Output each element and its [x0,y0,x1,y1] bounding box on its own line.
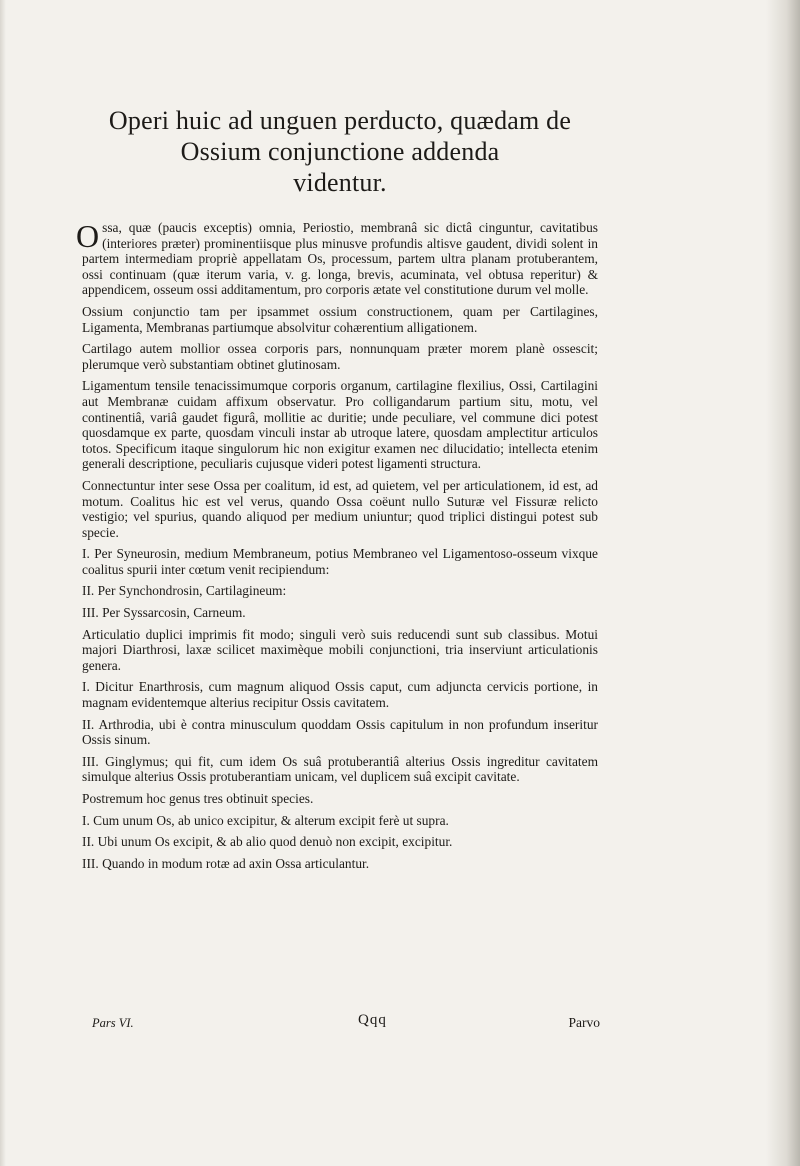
title-line-3: videntur. [293,168,387,197]
signature-mark: Qqq [358,1012,387,1028]
page-footer [92,1012,600,1036]
paragraph-5: Connectuntur inter sese Ossa per coalitum, id est, ad quietem, vel per articulationem, id est, ad motum. Coalitus hic est vel verus, quando Ossa coëunt nullo Suturæ vel Fissuræ relicto vestigio; vel spurius, quando aliquod per medium uniuntur; quod triplici distingui potest sub specie. [82,477,598,540]
catchword: Parvo [568,1015,600,1030]
drop-capital: O [76,218,100,254]
paragraph-4: Ligamentum tensile tenacissimumque corporis organum, cartilagine flexilius, Ossi, Cartilagini aut Membranæ cuidam affixum observatur. Pro colligandarum partium situ, motu, vel continentiâ, variâ gaudet figurâ, mollitie ac duritie; unde peculiare, vel commune dici potest quosdamque ex parte, quosdam vinculi instar ab utroque latere, quosdam amplectitur articulos totos. Specificum itaque singulorum hic non exigitur examen nec dilucidatio; intellecta etenim generali descriptione, peculiaris cujusque videri potest ligamenti structura. [82,378,598,472]
page-title [82,105,598,198]
paragraph-11: II. Arthrodia, ubi è contra minusculum quoddam Ossis capitulum in non profundum inseritur Ossis sinum. [82,716,598,748]
scan-left-edge [0,0,6,1166]
part-label: Pars VI. [92,1016,134,1030]
paragraph-3: Cartilago autem mollior ossea corporis pars, nonnunquam præter morem planè ossescit; plerumque verò substantiam obtinet glutinosam. [82,341,598,372]
paragraph-16: III. Quando in modum rotæ ad axin Ossa articulantur. [82,855,370,871]
paragraph-text: ssa, quæ (paucis exceptis) omnia, Periostio, membranâ sic dictâ cinguntur, cavitatibus (interiores præter) prominentiisque plus minusve profundis altisve gaudent, dividi solent in partem intermediam propriè appellatam Os, processum, partem ultra planam protuberantem, ossi continuam (quæ iterum varia, v. g. longa, brevis, acuminata, vel obtusa reperitur) & appendicem, osseum ossi additamentum, pro corporis ætate vel constitutione durum vel molle. [82,220,598,298]
paragraph-13: Postremum hoc genus tres obtinuit species. [82,791,314,806]
paragraph-6: I. Per Syneurosin, medium Membraneum, potius Membraneo vel Ligamentoso-osseum vixque coalitus spurii inter cœtum venit recipiendum: [82,546,598,577]
paragraph-7: II. Per Synchondrosin, Cartilagineum: [82,583,287,599]
paragraph-1 [76,218,598,298]
paragraph-9: Articulatio duplici imprimis fit modo; singuli verò suis reducendi sunt sub classibus. Motui majori Diarthrosi, laxæ scilicet maximèque mobili conjunctioni, tria inserviunt articulationis genera. [82,626,598,673]
paragraph-10: I. Dicitur Enarthrosis, cum magnum aliquod Ossis caput, cum adjuncta cervicis portione, in magnam evidentemque alterius recipitur Ossis cavitatem. [82,679,598,711]
paragraph-2: Ossium conjunctio tam per ipsammet ossium constructionem, quam per Cartilagines, Ligamenta, Membranas partiumque absolvitur cohærentium alligationem. [82,303,598,335]
title-line-1: Operi huic ad unguen perducto, quædam de [108,106,572,135]
paragraph-8: III. Per Syssarcosin, Carneum. [82,605,246,621]
scan-right-edge [766,0,800,1166]
paragraph-12: III. Ginglymus; qui fit, cum idem Os suâ protuberantiâ alterius Ossis ingreditur cavitatem simulque alterius Ossis protuberantiam unicam, vel duplicem suâ excipit cavitate. [82,753,598,785]
page-body [76,105,598,877]
paragraph-14: I. Cum unum Os, ab unico excipitur, & alterum excipit ferè ut supra. [82,812,449,828]
title-line-2: Ossium conjunctione addenda [180,137,500,166]
paragraph-15: II. Ubi unum Os excipit, & ab alio quod denuò non excipit, excipitur. [82,834,453,850]
